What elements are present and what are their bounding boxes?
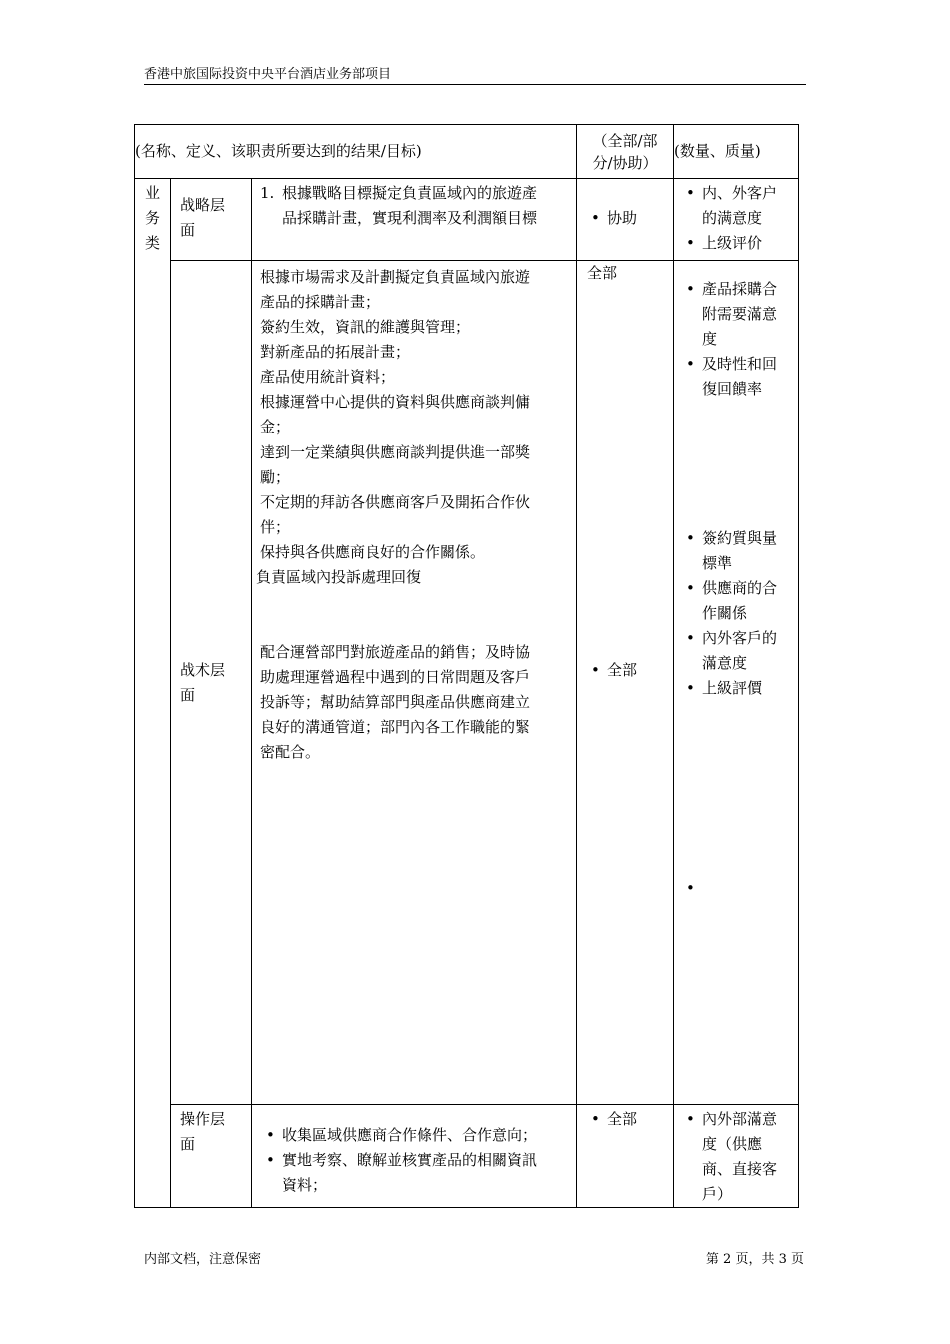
strategic-measure-item: • 上级评价 (680, 231, 794, 256)
tactical-duty-line: 勵； (260, 468, 291, 486)
strategic-duty-number: 1. (260, 184, 275, 202)
measure-line: 戶） (702, 1185, 733, 1203)
strategic-scope-item: • 协助 (585, 206, 673, 231)
tactical-duty-line: 金； (260, 418, 291, 436)
measure-line: 標準 (702, 554, 733, 572)
duty-table (134, 124, 799, 1208)
strategic-measure-cell (674, 179, 799, 261)
spacer (680, 402, 794, 526)
measure-line: 商、直接客 (702, 1160, 778, 1178)
measure-line: 復回饋率 (702, 380, 763, 398)
tactical-complaints-line: 負責區域內投訴處理回復 (256, 568, 422, 586)
tactical-duty-cell (252, 261, 577, 1105)
header-scope-line1: （全部/部 (592, 131, 658, 150)
measure-line: • 內外部滿意 (702, 1110, 778, 1128)
strategic-level-cell (171, 179, 252, 261)
category-char: 类 (144, 234, 160, 252)
tactical-measure-item (680, 576, 794, 626)
header-rule (144, 84, 806, 85)
strategic-level-line1: 战略层 (180, 196, 226, 214)
measure-line: • 及時性和回 (702, 355, 778, 373)
tactical-duty-line: 根據市場需求及計劃擬定負責區域內旅遊 (260, 268, 531, 286)
spacer (260, 590, 570, 615)
page-header: 香港中旅国际投资中央平台酒店业务部项目 (144, 67, 392, 82)
operational-level-cell (171, 1105, 252, 1208)
category-cell (135, 179, 171, 1208)
tactical-measure-item (680, 526, 794, 576)
spacer (260, 615, 570, 640)
duty-line: 資料； (282, 1176, 328, 1194)
operational-level-line1: 操作层 (180, 1110, 226, 1128)
header-scope-cell (577, 125, 674, 179)
footer-confidential: 内部文档，注意保密 (144, 1252, 262, 1267)
tactical-level-line2: 面 (180, 685, 196, 704)
measure-line: • 簽約質與量 (702, 529, 778, 547)
tactical-duty-line: 不定期的拜訪各供應商客戶及開拓合作伙 (260, 493, 531, 511)
tactical-scope-a: 全部 (587, 264, 618, 282)
tactical-duty-line: 產品的採購計畫； (260, 293, 381, 311)
measure-line: • 供應商的合 (702, 579, 778, 597)
tactical-duty-line: 伴； (260, 518, 291, 536)
header-duty-text: (名称、定义、该职责所要达到的结果/目标) (135, 142, 422, 160)
strategic-duty-line: 品採購計畫，實現利潤率及利潤額目標 (282, 209, 538, 227)
tactical-scope-b: • 全部 (585, 658, 673, 683)
tactical-level-cell (171, 261, 252, 1105)
measure-line: 作關係 (702, 604, 748, 622)
category-char: 业 (144, 184, 160, 202)
tactical-duty-line: 對新產品的拓展計畫； (260, 343, 411, 361)
tactical-measure-cell (674, 261, 799, 1105)
empty-bullet (680, 876, 794, 901)
operational-level-line2: 面 (180, 1135, 196, 1153)
header-duty-cell (135, 125, 577, 179)
measure-line: • 内、外客户 (702, 184, 778, 202)
tactical-level-line1: 战术层 (180, 660, 226, 679)
tactical-duty-line: 達到一定業績與供應商談判提供進一部獎 (260, 443, 531, 461)
measure-line: • 內外客戶的 (702, 629, 778, 647)
tactical-duty-line: 投訴等；幫助結算部門與產品供應商建立 (260, 693, 531, 711)
tactical-duty-line: 保持與各供應商良好的合作關係。 (260, 543, 486, 561)
measure-line: • 產品採購合 (702, 280, 778, 298)
strategic-duty-cell (252, 179, 577, 261)
operational-scope-cell (577, 1105, 674, 1208)
measure-line: 附需要滿意 (702, 305, 778, 323)
header-measure-cell (674, 125, 799, 179)
tactical-duty-line: 助處理運營過程中遇到的日常問題及客戶 (260, 668, 531, 686)
measure-line: 度 (702, 330, 718, 348)
tactical-measure-item (680, 352, 794, 402)
operational-duty-item (260, 1148, 570, 1198)
measure-line: 度（供應 (702, 1135, 763, 1153)
measure-line: 的满意度 (702, 209, 763, 227)
strategic-level-line2: 面 (180, 221, 196, 239)
category-char: 务 (144, 209, 160, 227)
tactical-duty-line: 配合運營部門對旅遊產品的銷售；及時協 (260, 643, 531, 661)
tactical-duty-line: 產品使用統計資料； (260, 368, 396, 386)
tactical-duty-line: 良好的溝通管道；部門內各工作職能的緊 (260, 718, 531, 736)
tactical-duty-line: 密配合。 (260, 743, 321, 761)
measure-line: 滿意度 (702, 654, 748, 672)
tactical-duty-line: 簽約生效，資訊的維護與管理； (260, 318, 471, 336)
operational-measure-item (680, 1107, 794, 1207)
tactical-measure-item (680, 626, 794, 676)
operational-duty-item: • 收集區域供應商合作條件、合作意向； (260, 1123, 570, 1148)
tactical-measure-item: • 上級評價 (680, 676, 794, 701)
strategic-measure-item (680, 181, 794, 231)
operational-measure-cell (674, 1105, 799, 1208)
header-measure-text: (数量、质量) (674, 142, 761, 160)
header-scope-line2: 分/协助） (592, 153, 658, 172)
operational-scope-item: • 全部 (585, 1107, 673, 1132)
strategic-duty-line: 根據戰略目標擬定負責區域內的旅遊產 (282, 184, 538, 202)
strategic-scope-cell (577, 179, 674, 261)
spacer (585, 286, 673, 658)
spacer (680, 701, 794, 876)
operational-duty-cell (252, 1105, 577, 1208)
tactical-duty-line: 根據運營中心提供的資料與供應商談判傭 (260, 393, 531, 411)
duty-line: • 實地考察、瞭解並核實產品的相關資訊 (282, 1151, 538, 1169)
tactical-measure-item (680, 277, 794, 352)
tactical-scope-cell (577, 261, 674, 1105)
footer-page-number: 第 2 页，共 3 页 (705, 1252, 804, 1267)
